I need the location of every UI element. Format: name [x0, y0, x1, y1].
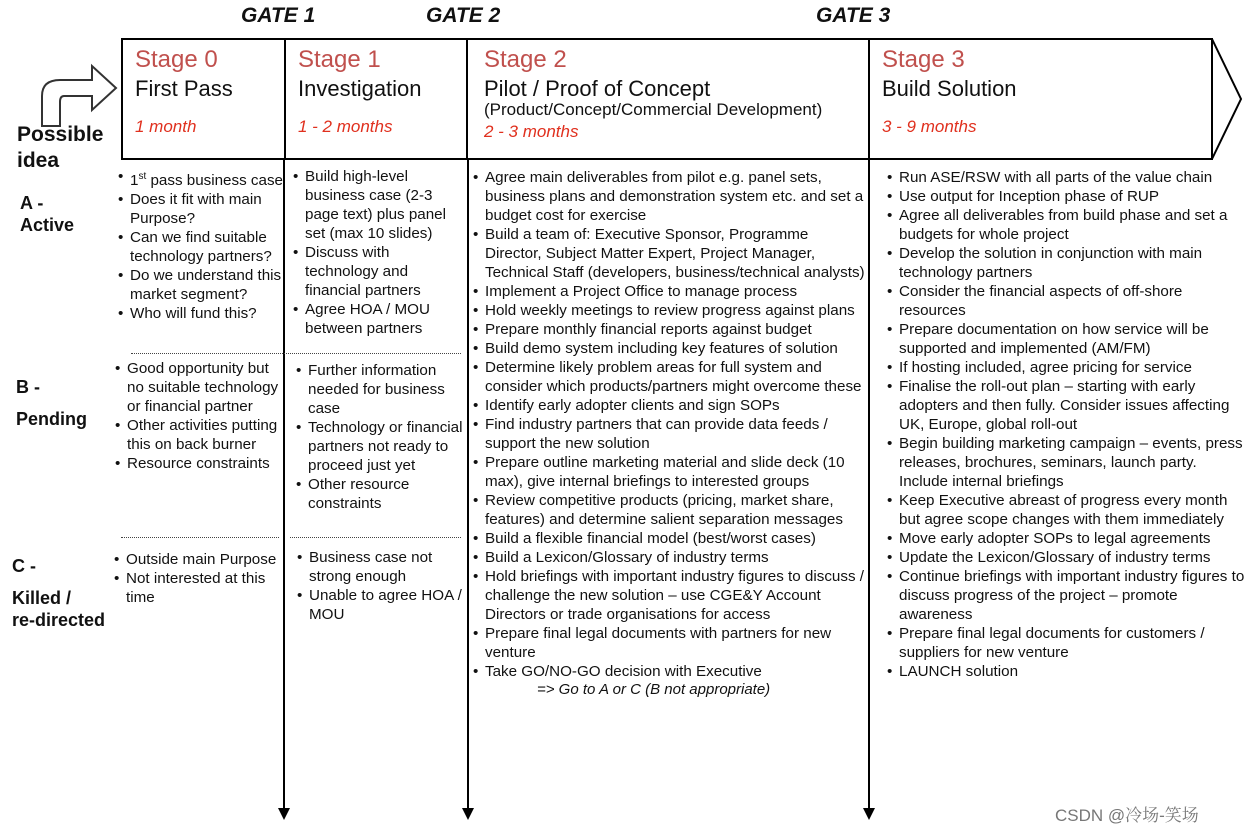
stage-1-pending-list	[294, 361, 464, 513]
list-item: • Who will fund this?	[130, 304, 286, 323]
category-c-label: C - Killed / re-directed	[12, 556, 106, 630]
gate-1-arrowhead-icon	[278, 808, 290, 820]
list-item: • Identify early adopter clients and sign SOPs	[485, 396, 867, 415]
list-item: • Build high-level business case (2-3 page text) plus panel set (max 10 slides)	[305, 167, 463, 243]
list-item: • Finalise the roll-out plan – starting with early adopters and then fully. Consider issues affecting UK, Europe, global roll-out	[899, 377, 1245, 434]
list-item: • Does it fit with main Purpose?	[130, 190, 286, 228]
list-item: • Outside main Purpose	[126, 550, 282, 569]
stage-0-header: Stage 0 First Pass 1 month	[121, 38, 285, 160]
list-item: • Hold weekly meetings to review progress against plans	[485, 301, 867, 320]
list-item: • Prepare documentation on how service will be supported and implemented (AM/FM)	[899, 320, 1245, 358]
list-item: • Agree HOA / MOU between partners	[305, 300, 463, 338]
list-item: • Can we find suitable technology partners?	[130, 228, 286, 266]
list-item: • Begin building marketing campaign – events, press releases, brochures, seminars, launch party. Include internal briefings	[899, 434, 1245, 491]
gate-2-line	[467, 160, 469, 808]
list-item: • Discuss with technology and financial partners	[305, 243, 463, 300]
list-item: • LAUNCH solution	[899, 662, 1245, 681]
list-item: • Technology or financial partners not ready to proceed just yet	[308, 418, 464, 475]
list-item: • Develop the solution in conjunction with main technology partners	[899, 244, 1245, 282]
watermark: CSDN @冷场-笑场	[1055, 806, 1199, 825]
list-item: • Continue briefings with important industry figures to discuss progress of the project – promote awareness	[899, 567, 1245, 624]
list-item: • Determine likely problem areas for full system and consider which products/partners might overcome these	[485, 358, 867, 396]
list-item: • Not interested at this time	[126, 569, 282, 607]
gate-3-line	[868, 160, 870, 808]
separator-active-pending	[131, 353, 461, 354]
list-item: • Prepare final legal documents with partners for new venture	[485, 624, 867, 662]
list-item: • Agree main deliverables from pilot e.g. panel sets, business plans and demonstration system etc. and set a budget cost for exercise	[485, 168, 867, 225]
category-b-label: B - Pending	[16, 377, 87, 429]
list-item: • Move early adopter SOPs to legal agreements	[899, 529, 1245, 548]
list-item: • Run ASE/RSW with all parts of the value chain	[899, 168, 1245, 187]
stage-0-pending-list	[113, 359, 283, 473]
gate-3-label: GATE 3	[816, 4, 891, 27]
timeline-arrow-tip-icon	[1211, 38, 1243, 160]
gate-2-arrowhead-icon	[462, 808, 474, 820]
list-item: • Further information needed for business case	[308, 361, 464, 418]
possible-idea-label: Possible idea	[17, 123, 104, 172]
list-item: • Other resource constraints	[308, 475, 464, 513]
list-item: • Resource constraints	[127, 454, 283, 473]
list-item: • Build a flexible financial model (best/worst cases)	[485, 529, 867, 548]
curved-arrow-icon	[38, 58, 120, 128]
list-item: • Prepare monthly financial reports against budget	[485, 320, 867, 339]
list-item: • Review competitive products (pricing, market share, features) and determine salient separation messages	[485, 491, 867, 529]
list-item: • Build a team of: Executive Sponsor, Programme Director, Subject Matter Expert, Project Manager, Technical Staff (developers, business/technical analysts)	[485, 225, 867, 282]
stage-1-active-list	[291, 167, 463, 338]
go-no-go-note: => Go to A or C (B not appropriate)	[537, 681, 771, 698]
list-item: • Prepare final legal documents for customers / suppliers for new venture	[899, 624, 1245, 662]
list-item: • Prepare outline marketing material and slide deck (10 max), give internal briefings to interested groups	[485, 453, 867, 491]
list-item: • Keep Executive abreast of progress every month but agree scope changes with them immediately	[899, 491, 1245, 529]
list-item: • Business case not strong enough	[309, 548, 463, 586]
list-item: • Implement a Project Office to manage process	[485, 282, 867, 301]
list-item: • Take GO/NO-GO decision with Executive	[485, 662, 867, 681]
stage-1-killed-list	[295, 548, 463, 624]
list-item: • Find industry partners that can provide data feeds / support the new solution	[485, 415, 867, 453]
list-item: • Good opportunity but no suitable technology or financial partner	[127, 359, 283, 416]
list-item: • If hosting included, agree pricing for service	[899, 358, 1245, 377]
list-item: • Build demo system including key features of solution	[485, 339, 867, 358]
stage-0-killed-list	[112, 550, 282, 607]
separator-pending-killed-1	[290, 537, 461, 538]
list-item: • Update the Lexicon/Glossary of industry terms	[899, 548, 1245, 567]
stage-3-header: Stage 3 Build Solution 3 - 9 months	[868, 38, 1213, 160]
list-item: • Unable to agree HOA / MOU	[309, 586, 463, 624]
list-item: • Build a Lexicon/Glossary of industry terms	[485, 548, 867, 567]
list-item: • Do we understand this market segment?	[130, 266, 286, 304]
stage-2-activity-list	[471, 168, 867, 698]
stage-3-activity-list	[885, 168, 1245, 681]
stage-1-header: Stage 1 Investigation 1 - 2 months	[284, 38, 467, 160]
stage-0-active-list	[116, 167, 286, 323]
list-item: • 1st pass business case	[130, 167, 286, 190]
list-item: • Agree all deliverables from build phase and set a budgets for whole project	[899, 206, 1245, 244]
gate-1-label: GATE 1	[241, 4, 316, 27]
category-a-label: A - Active	[20, 193, 75, 235]
stage-2-header: Stage 2 Pilot / Proof of Concept (Product/Concept/Commercial Development) 2 - 3 months	[466, 38, 869, 160]
list-item: • Other activities putting this on back burner	[127, 416, 283, 454]
list-item: • Use output for Inception phase of RUP	[899, 187, 1245, 206]
list-item: • Hold briefings with important industry figures to discuss / challenge the new solution – use CGE&Y Account Directors or trade organisations for access	[485, 567, 867, 624]
gate-3-arrowhead-icon	[863, 808, 875, 820]
list-item: • Consider the financial aspects of off-shore resources	[899, 282, 1245, 320]
separator-pending-killed-0	[121, 537, 279, 538]
gate-2-label: GATE 2	[426, 4, 501, 27]
